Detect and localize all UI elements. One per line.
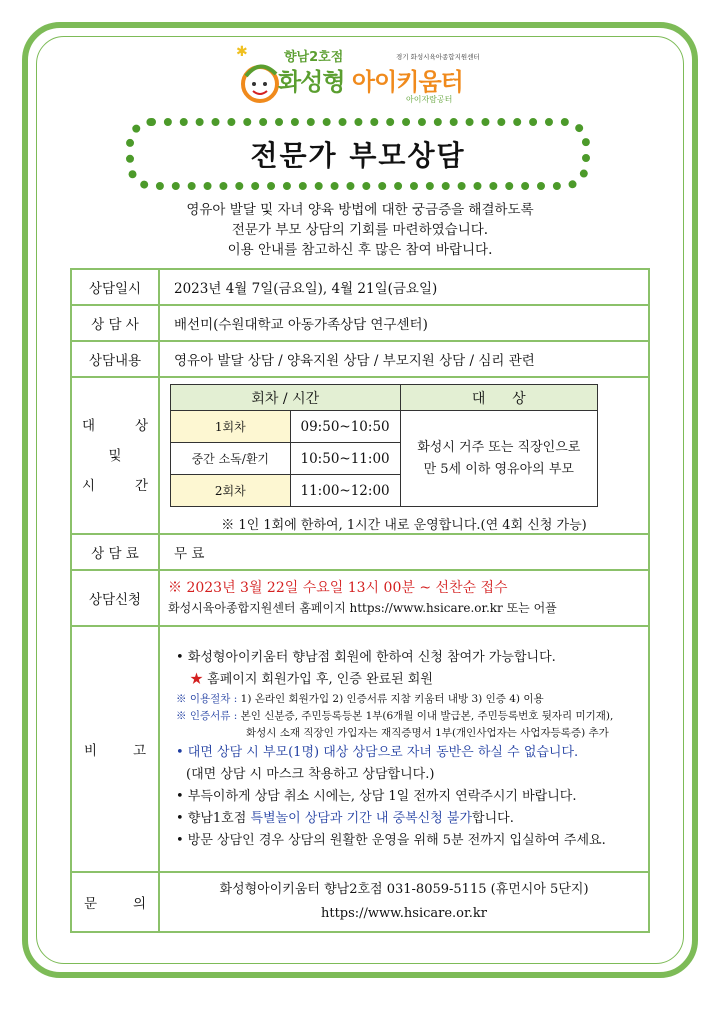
remark-procedure: ※ 이용절차 : 1) 온라인 회원가입 2) 인증서류 지참 키움터 내방 3) 인증 4) 이용	[176, 692, 544, 705]
label-fee: 상 담 료	[71, 534, 159, 570]
schedule-table	[170, 384, 598, 507]
label-remarks: 비 고	[71, 626, 159, 872]
value-apply	[159, 570, 649, 626]
row-remarks	[71, 626, 649, 872]
remark-membership: • 화성형아이키움터 향남점 회원에 한하여 신청 참여가 가능합니다.	[176, 649, 556, 665]
apply-period: ※ 2023년 3월 22일 수요일 13시 00분 ~ 선찬순 접수	[168, 580, 508, 596]
label-content: 상담내용	[71, 341, 159, 377]
child-face-icon	[234, 44, 284, 108]
row-schedule	[71, 377, 649, 534]
remark-documents-2: 화성시 소재 직장인 가입자는 재직증명서 1부(개인사업자는 사업자등록증) 추가	[246, 726, 609, 739]
remark-duplicate: • 향남1호점 특별놀이 상담과 기간 내 중복신청 불가합니다.	[176, 810, 514, 826]
logo-org: 경기 화성시육아종합지원센터	[396, 53, 480, 61]
page-title: 전문가 부모상담	[250, 139, 466, 172]
remark-documents: ※ 인증서류 : 본인 신분증, 주민등록등본 1부(6개월 이내 발급본, 주민등록번호 뒷자리 미기재),	[176, 709, 614, 722]
header-target: 대 상	[400, 385, 597, 411]
session-round: 2회차	[171, 475, 291, 507]
label-date: 상담일시	[71, 269, 159, 305]
value-content: 영유아 발달 상담 / 양육지원 상담 / 부모지원 상담 / 심리 관련	[159, 341, 649, 377]
session-time: 11:00~12:00	[290, 475, 400, 507]
schedule-note: ※ 1인 1회에 한하여, 1시간 내로 운영합니다.(연 4회 신청 가능)	[221, 518, 587, 533]
remark-arrival: • 방문 상담인 경우 상담의 원활한 운영을 위해 5분 전까지 입실하여 주세요.	[176, 832, 606, 848]
row-fee	[71, 534, 649, 570]
remark-cancel: • 부득이하게 상담 취소 시에는, 상담 1일 전까지 연락주시기 바랍니다.	[176, 788, 577, 804]
row-content	[71, 341, 649, 377]
star-icon: ★	[190, 671, 204, 687]
session-round: 중간 소독/환기	[171, 443, 291, 475]
apply-method: 화성시육아종합지원센터 홈페이지 https://www.hsicare.or.kr 또는 어플	[168, 601, 557, 615]
value-counselor: 배선미(수원대학교 아동가족상담 연구센터)	[159, 305, 649, 341]
remark-membership-sub: ★ 홈페이지 회원가입 후, 인증 완료된 회원	[190, 671, 433, 687]
logo	[234, 44, 534, 114]
logo-branch: 향남2호점	[284, 50, 344, 65]
remark-mask: (대면 상담 시 마스크 착용하고 상담합니다.)	[186, 766, 435, 782]
contact-phone: 화성형아이키움터 향남2호점 031-8059-5115 (휴먼시아 5단지)	[219, 882, 589, 897]
logo-subtitle: 아이자람공터	[406, 95, 453, 104]
label-counselor: 상 담 사	[71, 305, 159, 341]
row-counselor	[71, 305, 649, 341]
contact-url[interactable]: https://www.hsicare.or.kr	[320, 906, 488, 921]
value-date: 2023년 4월 7일(금요일), 4월 21일(금요일)	[159, 269, 649, 305]
label-schedule: 대 상 및 시 간	[71, 377, 159, 534]
header-round-time: 회차 / 시간	[171, 385, 401, 411]
row-contact	[71, 872, 649, 932]
session-time: 10:50~11:00	[290, 443, 400, 475]
label-contact: 문 의	[71, 872, 159, 932]
label-apply: 상담신청	[71, 570, 159, 626]
info-table	[70, 268, 650, 933]
value-contact	[159, 872, 649, 932]
value-schedule	[159, 377, 649, 534]
intro-line: 이용 안내를 참고하신 후 많은 참여 바랍니다.	[227, 242, 493, 258]
title-box	[126, 118, 590, 190]
intro-text	[100, 200, 620, 260]
intro-line: 영유아 발달 및 자녀 양육 방법에 대한 궁금증을 해결하도록	[186, 202, 534, 218]
row-date	[71, 269, 649, 305]
session-round: 1회차	[171, 411, 291, 443]
target-cell: 화성시 거주 또는 직장인으로 만 5세 이하 영유아의 부모	[400, 411, 597, 507]
session-time: 09:50~10:50	[290, 411, 400, 443]
value-fee: 무 료	[159, 534, 649, 570]
remark-face-to-face: • 대면 상담 시 부모(1명) 대상 상담으로 자녀 동반은 하실 수 없습니다.	[176, 744, 579, 760]
row-apply	[71, 570, 649, 626]
value-remarks	[159, 626, 649, 872]
intro-line: 전문가 부모 상담의 기회를 마련하였습니다.	[231, 222, 489, 238]
logo-name: 화성형 아이키움터	[278, 68, 463, 96]
svg-text:✱: ✱	[236, 44, 248, 60]
